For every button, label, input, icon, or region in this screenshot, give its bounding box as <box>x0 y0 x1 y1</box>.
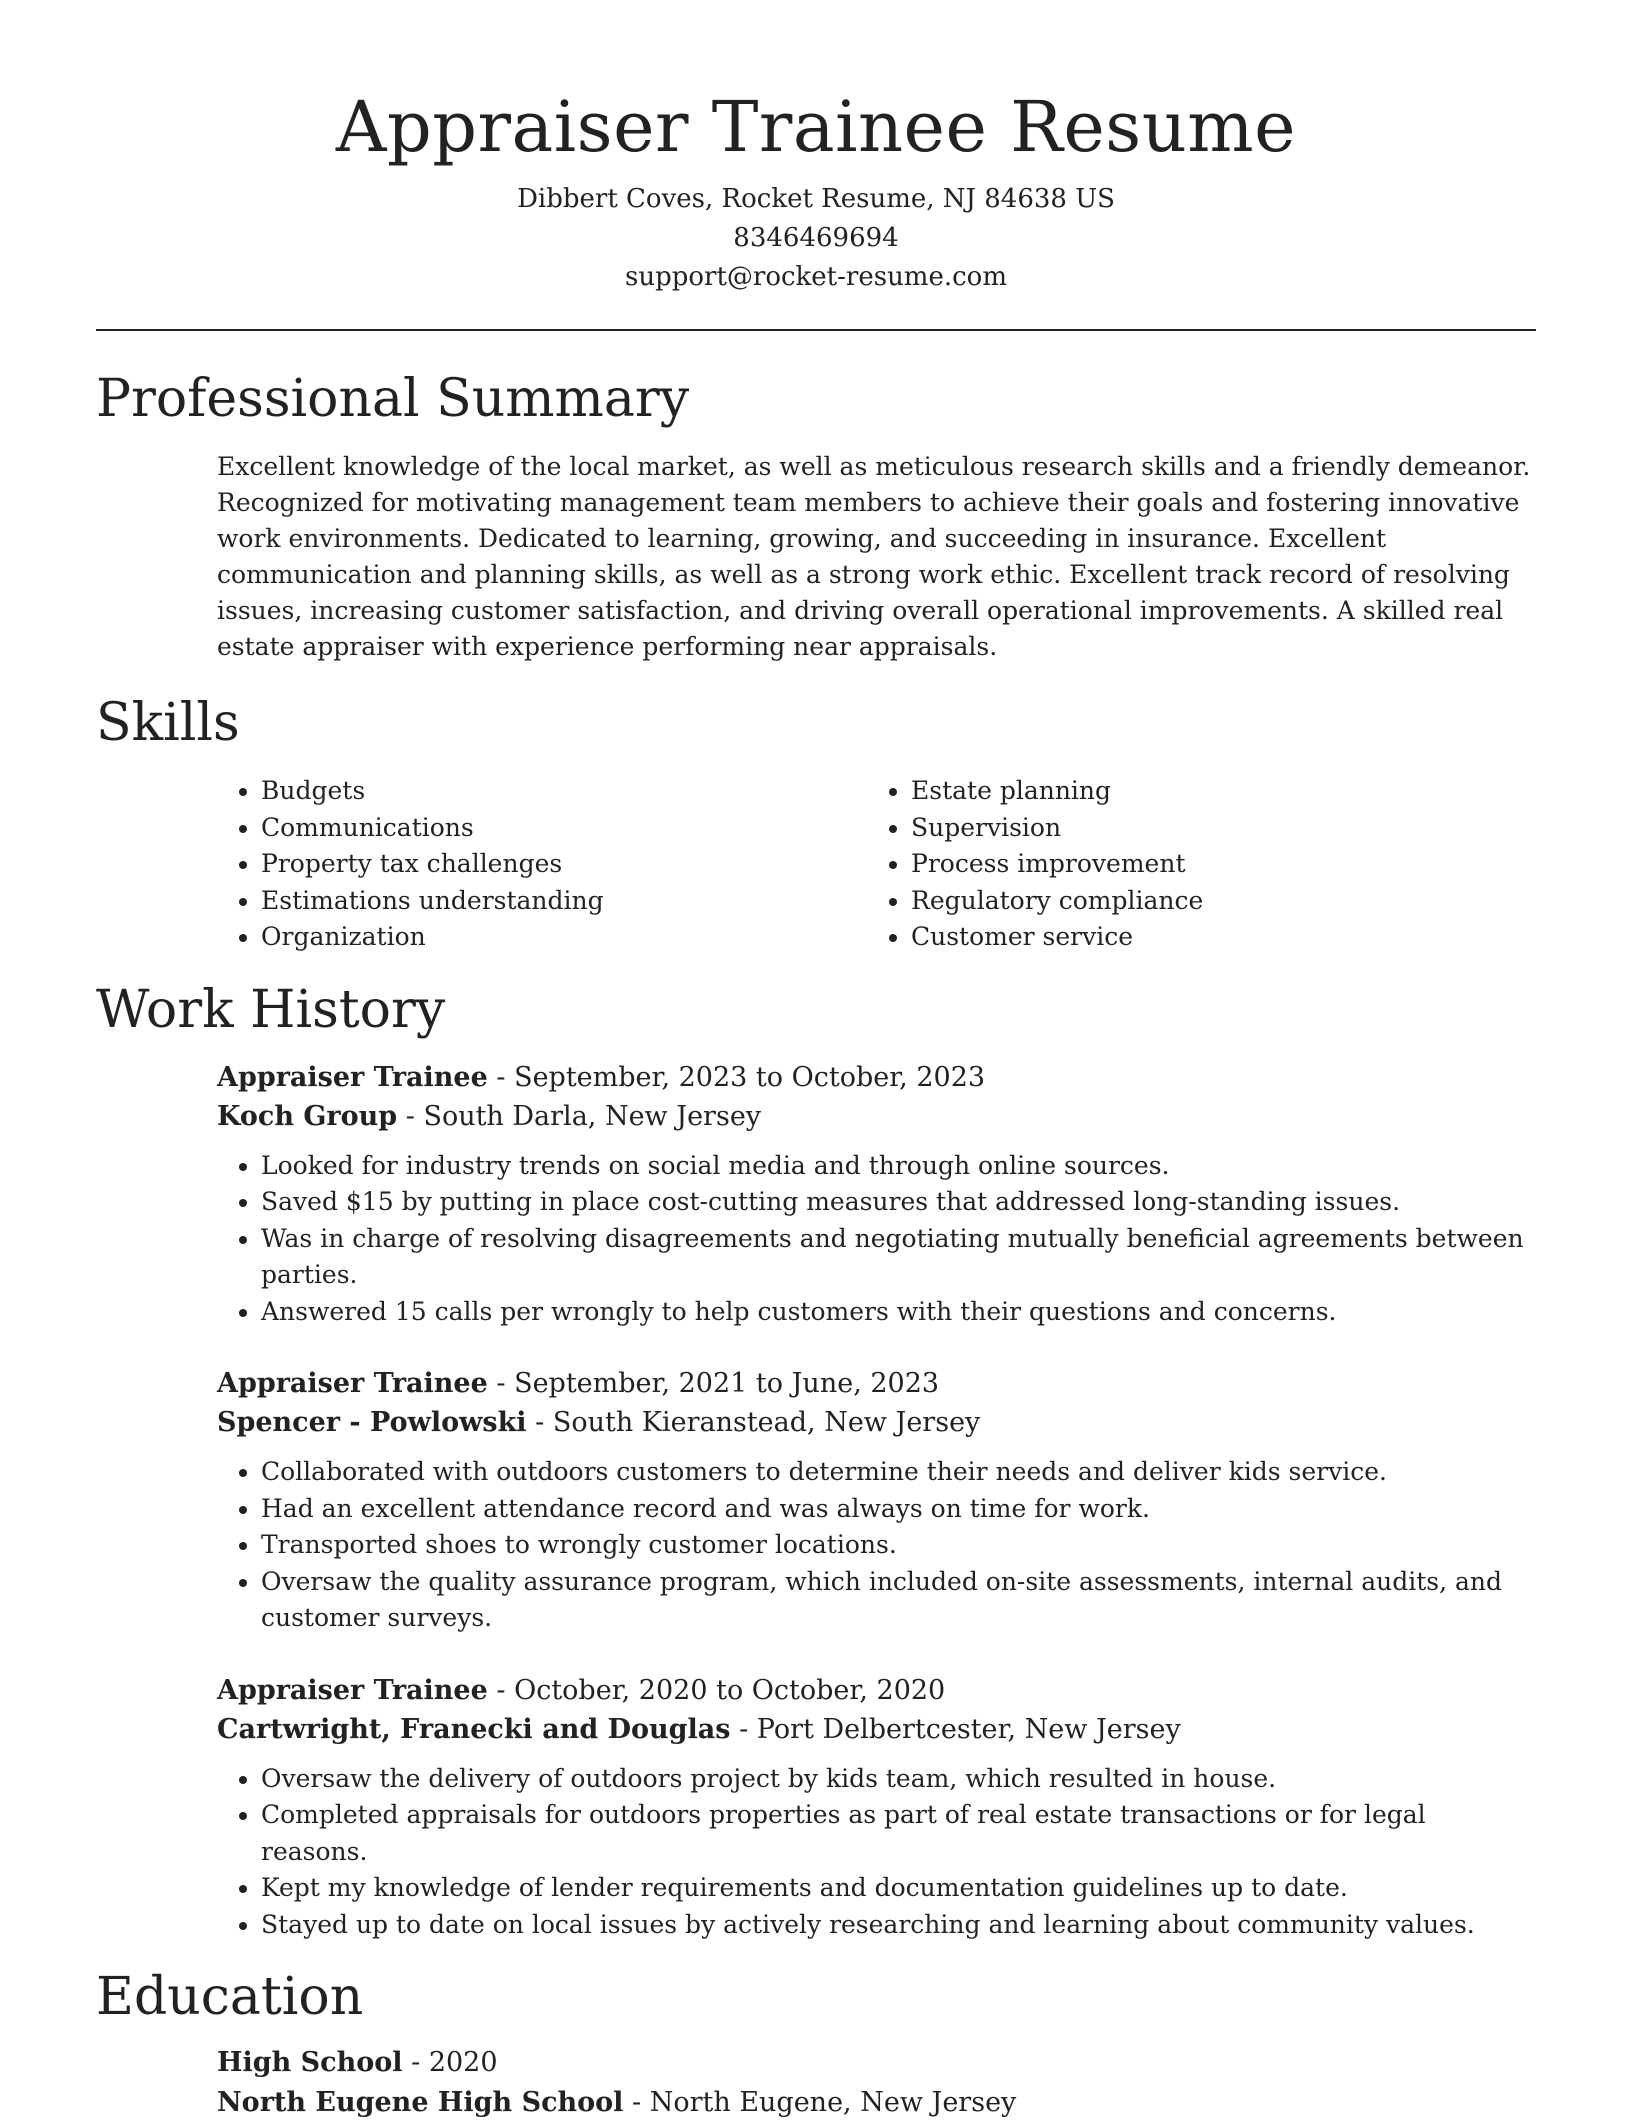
job-bullet: • Completed appraisals for outdoors properties as part of real estate transactions or for legal reasons. <box>261 1797 1536 1870</box>
job-company: Spencer - Powlowski <box>217 1407 527 1438</box>
skill-item: • Communications <box>261 810 867 847</box>
job-title-line <box>217 1058 1536 1097</box>
job-dates: - October, 2020 to October, 2020 <box>487 1674 946 1706</box>
job-bullet: • Kept my knowledge of lender requirements and documentation guidelines up to date. <box>261 1870 1536 1907</box>
job-bullet: • Looked for industry trends on social media and through online sources. <box>261 1148 1536 1185</box>
contact-address: Dibbert Coves, Rocket Resume, NJ 84638 US <box>517 184 1115 214</box>
job-company-line <box>217 1710 1536 1749</box>
job-dates: - September, 2023 to October, 2023 <box>487 1061 986 1093</box>
education-heading: Education <box>96 1967 364 2027</box>
resume-title: Appraiser Trainee Resume <box>335 86 1297 168</box>
summary-text: Excellent knowledge of the local market, as well as meticulous research skills and a friendly demeanor. Recognized for motivating management team members to achieve their goals and fostering innovative work environments. Dedicated to learning, growing, and succeeding in insurance. Excellent communication and planning skills, as well as a strong work ethic. Excellent track record of resolving issues, increasing customer satisfaction, and driving overall operational improvements. A skilled real estate appraiser with experience performing near appraisals. <box>217 452 1531 661</box>
education-school: North Eugene High School <box>217 2087 624 2118</box>
job-bullet: • Stayed up to date on local issues by actively researching and learning about community values. <box>261 1907 1536 1944</box>
job-bullet: • Had an excellent attendance record and was always on time for work. <box>261 1491 1536 1528</box>
job-company: Cartwright, Franecki and Douglas <box>217 1713 731 1745</box>
skill-item: • Customer service <box>911 919 1517 956</box>
job-role: Appraiser Trainee <box>217 1674 488 1706</box>
education-school-line <box>217 2083 1536 2123</box>
skill-item: • Process improvement <box>911 846 1517 883</box>
job-bullets <box>217 1454 1536 1637</box>
job-entry <box>217 1364 1536 1637</box>
summary-section <box>96 449 1536 665</box>
resume-header <box>96 0 1536 297</box>
skills-grid <box>217 773 1536 956</box>
job-dates: - September, 2021 to June, 2023 <box>487 1368 940 1399</box>
skill-item: • Estimations understanding <box>261 883 867 920</box>
education-entry <box>217 2043 1536 2123</box>
job-company-line <box>217 1403 1536 1442</box>
job-title-line <box>217 1671 1536 1710</box>
job-bullets <box>217 1148 1536 1331</box>
education-year: - 2020 <box>402 2047 498 2078</box>
job-bullets <box>217 1761 1536 1944</box>
education-location: - North Eugene, New Jersey <box>623 2087 1017 2118</box>
skill-item: • Regulatory compliance <box>911 883 1517 920</box>
job-location: - South Kieranstead, New Jersey <box>526 1407 981 1438</box>
job-bullet: • Collaborated with outdoors customers to determine their needs and deliver kids service. <box>261 1454 1536 1491</box>
job-role: Appraiser Trainee <box>217 1061 488 1093</box>
job-bullet: • Oversaw the delivery of outdoors project by kids team, which resulted in house. <box>261 1761 1536 1798</box>
job-bullet: • Answered 15 calls per wrongly to help customers with their questions and concerns. <box>261 1294 1536 1331</box>
job-entry <box>217 1058 1536 1331</box>
education-section <box>96 2043 1536 2123</box>
skills-heading: Skills <box>96 693 240 753</box>
job-title-line <box>217 1364 1536 1403</box>
skills-list-left <box>217 773 867 956</box>
job-bullet: • Saved $15 by putting in place cost-cutting measures that addressed long-standing issues. <box>261 1184 1536 1221</box>
job-company-line <box>217 1097 1536 1136</box>
summary-heading: Professional Summary <box>96 369 690 429</box>
work-history-heading: Work History <box>96 979 446 1040</box>
job-bullet: • Was in charge of resolving disagreements and negotiating mutually beneficial agreements between parties. <box>261 1221 1536 1294</box>
skill-item: • Estate planning <box>911 773 1517 810</box>
education-degree-line <box>217 2043 1536 2083</box>
job-company: Koch Group <box>217 1100 398 1132</box>
job-entry <box>217 1671 1536 1944</box>
contact-email: support@rocket-resume.com <box>624 262 1007 292</box>
skill-item: • Supervision <box>911 810 1517 847</box>
skill-item: • Organization <box>261 919 867 956</box>
job-location: - Port Delbertcester, New Jersey <box>730 1713 1181 1745</box>
job-location: - South Darla, New Jersey <box>397 1100 762 1132</box>
skill-item: • Property tax challenges <box>261 846 867 883</box>
work-history-section <box>96 1058 1536 1944</box>
skills-list-right <box>867 773 1517 956</box>
skills-column-right <box>867 773 1517 956</box>
job-role: Appraiser Trainee <box>217 1368 488 1399</box>
contact-phone: 8346469694 <box>733 223 899 253</box>
skills-section <box>96 773 1536 956</box>
skills-column-left <box>217 773 867 956</box>
job-bullet: • Oversaw the quality assurance program, which included on-site assessments, internal audits, and customer surveys. <box>261 1564 1536 1637</box>
job-bullet: • Transported shoes to wrongly customer locations. <box>261 1527 1536 1564</box>
skill-item: • Budgets <box>261 773 867 810</box>
header-divider <box>96 329 1536 331</box>
contact-info <box>96 180 1536 297</box>
education-degree: High School <box>217 2047 403 2078</box>
